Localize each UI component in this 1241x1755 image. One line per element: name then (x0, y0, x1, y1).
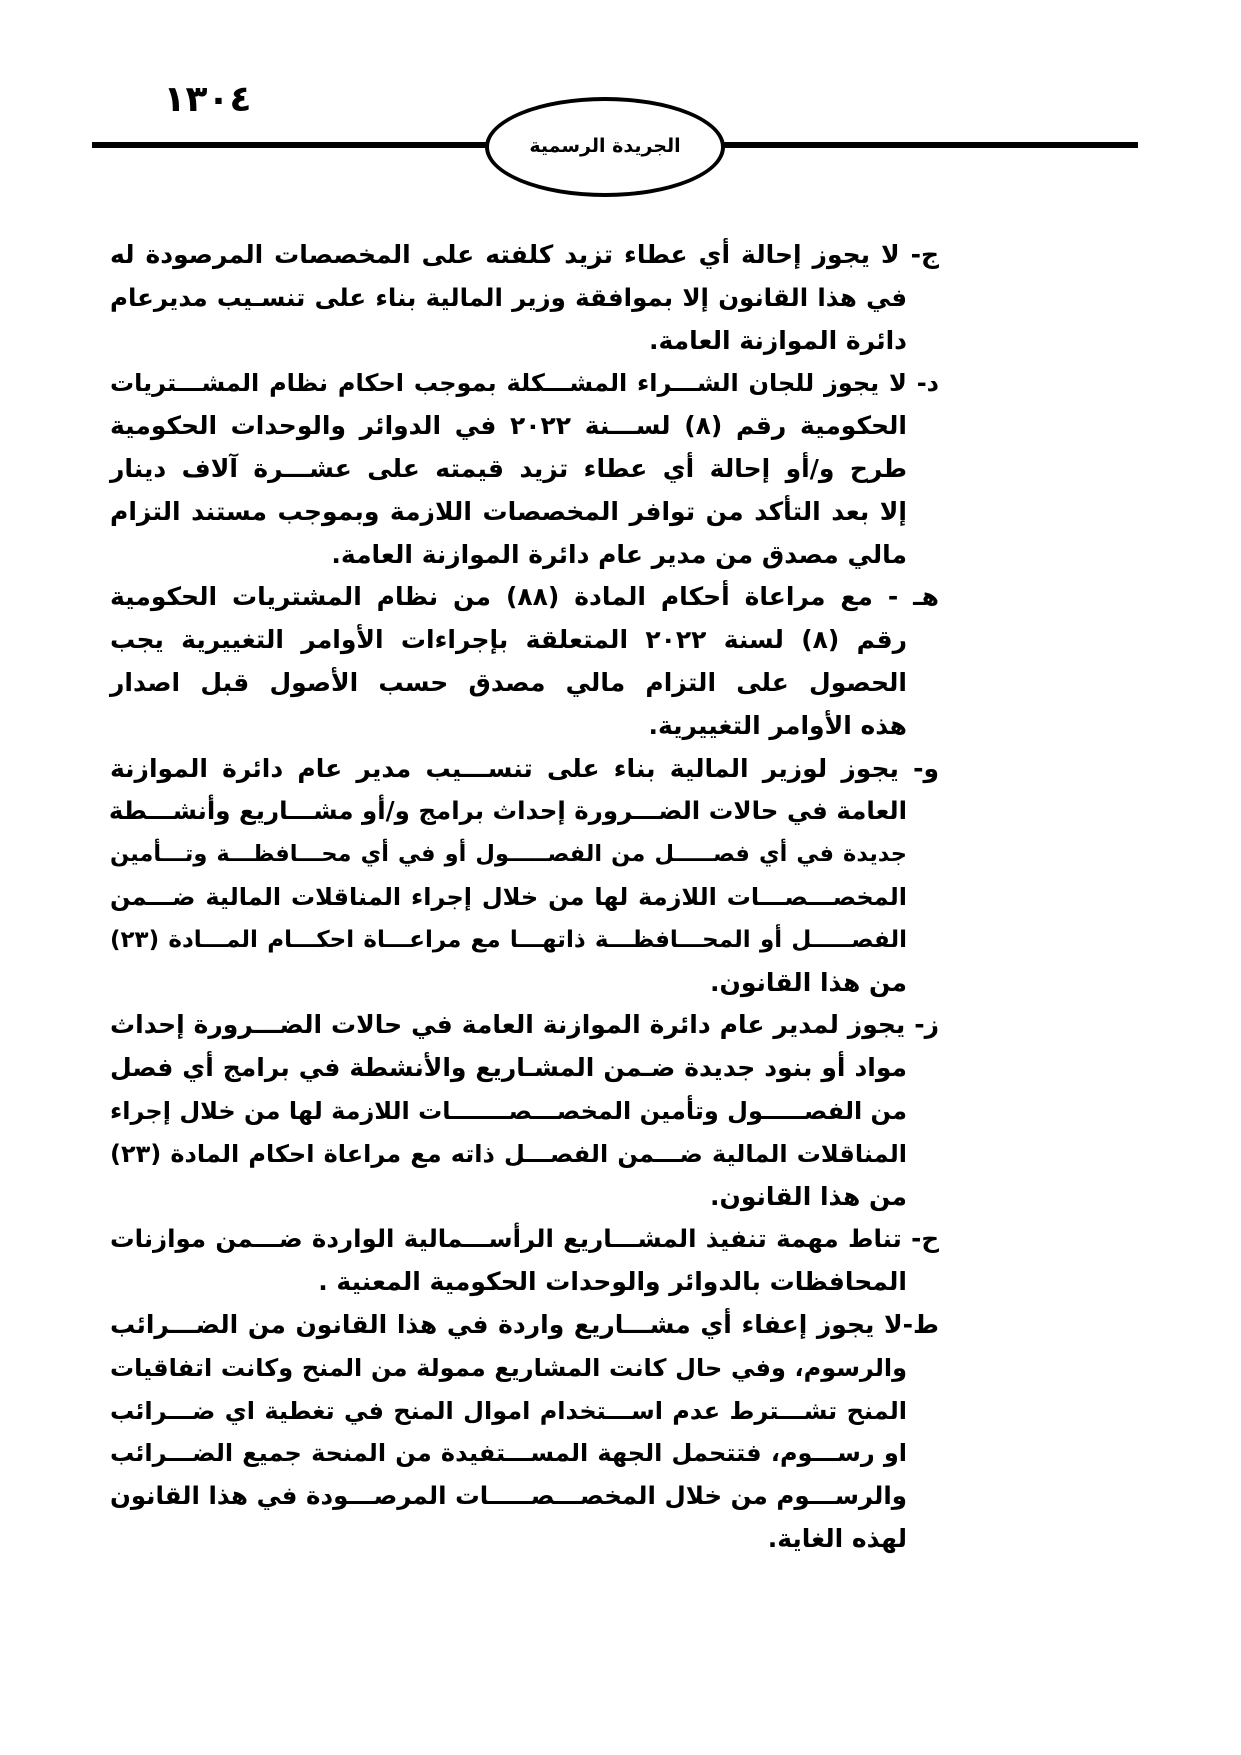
clause-line: ج- لا يجوز إحالة أي عطاء تزيد كلفته على المخصصات المرصودة له (110, 240, 939, 269)
clause-line: جديدة في أي فصـــــل من الفصـــــول أو في أي محـــافظـــة وتـــأمين (110, 841, 907, 868)
clause-line: ط-لا يجوز إعفاء أي مشـــاريع واردة في هذا القانون من الضـــرائب (110, 1309, 939, 1339)
page-number: ١٣٠٤ (163, 79, 252, 120)
clause-line: المناقلات المالية ضـــمن الفصـــل ذاته مع مراعاة احكام المادة (٢٣) (110, 1139, 907, 1168)
clause-line: من هذا القانون. (710, 1181, 907, 1211)
gazette-masthead (485, 97, 725, 197)
clause-line: من هذا القانون. (710, 967, 907, 997)
clause-line: دائرة الموازنة العامة. (649, 325, 907, 355)
clause-line: هـ - مع مراعاة أحكام المادة (٨٨) من نظام المشتريات الحكومية (110, 582, 939, 612)
clause-line: الفصـــــل أو المحـــافظـــة ذاتهـــا مع مراعـــاة احكـــام المـــادة (٢٣) (110, 926, 907, 953)
clause-line: من الفصـــــول وتأمين المخصـــصـــــــات اللازمة لها من خلال إجراء (110, 1096, 907, 1125)
clause-line: و- يجوز لوزير المالية بناء على تنســـيب مدير عام دائرة الموازنة (110, 753, 939, 783)
clause-line: هذه الأوامر التغييرية. (648, 710, 907, 740)
clause-line: لهذه الغاية. (767, 1523, 907, 1553)
clause-line: الحصول على التزام مالي مصدق حسب الأصول قبل اصدار (110, 667, 907, 697)
clause-line: المحافظات بالدوائر والوحدات الحكومية المعنية . (318, 1267, 907, 1297)
clause-line: د- لا يجوز للجان الشـــراء المشـــكلة بموجب احكام نظام المشـــتريات (110, 369, 939, 398)
clause-line: والرسوم، وفي حال كانت المشاريع ممولة من المنح وكانت اتفاقيات (110, 1353, 907, 1382)
clause-line: رقم (٨) لسنة ٢٠٢٢ المتعلقة بإجراءات الأوامر التغييرية يجب (110, 625, 907, 655)
clause-line: مواد أو بنود جديدة ضـمن المشـاريع والأنشطة في برامج أي فصل (110, 1053, 907, 1083)
gazette-title: الجريدة الرسمية (529, 135, 681, 157)
clause-line: ح- تناط مهمة تنفيذ المشـــاريع الرأســـمالية الواردة ضـــمن موازنات (110, 1224, 939, 1254)
clause-line: العامة في حالات الضـــرورة إحداث برامج و/أو مشـــاريع وأنشـــطة (108, 796, 907, 826)
clause-line: او رســـوم، فتتحمل الجهة المســـتفيدة من المنحة جميع الضـــرائب (110, 1439, 907, 1468)
clause-line: إلا بعد التأكد من توافر المخصصات اللازمة وبموجب مستند التزام (110, 496, 907, 526)
clause-line: الحكومية رقم (٨) لســـنة ٢٠٢٢ في الدوائر والوحدات الحكومية (110, 411, 907, 441)
document-body (0, 234, 1241, 1561)
clause-line: طرح و/أو إحالة أي عطاء تزيد قيمته على عشـــرة آلاف دينار (110, 453, 907, 483)
clause-line: ز- يجوز لمدير عام دائرة الموازنة العامة في حالات الضـــرورة إحداث (110, 1010, 939, 1040)
clause-line: مالي مصدق من مدير عام دائرة الموازنة العامة. (331, 539, 907, 569)
clause-line: والرســـوم من خلال المخصـــصـــــات المرصـــودة في هذا القانون (110, 1481, 907, 1511)
clause-line: المنح تشـــترط عدم اســـتخدام اموال المنح في تغطية اي ضـــرائب (110, 1396, 907, 1425)
clause-line: في هذا القانون إلا بموافقة وزير المالية بناء على تنسـيب مديرعام (110, 282, 907, 312)
clause-line: المخصـــصـــات اللازمة لها من خلال إجراء المناقلات المالية ضـــمن (110, 882, 907, 911)
